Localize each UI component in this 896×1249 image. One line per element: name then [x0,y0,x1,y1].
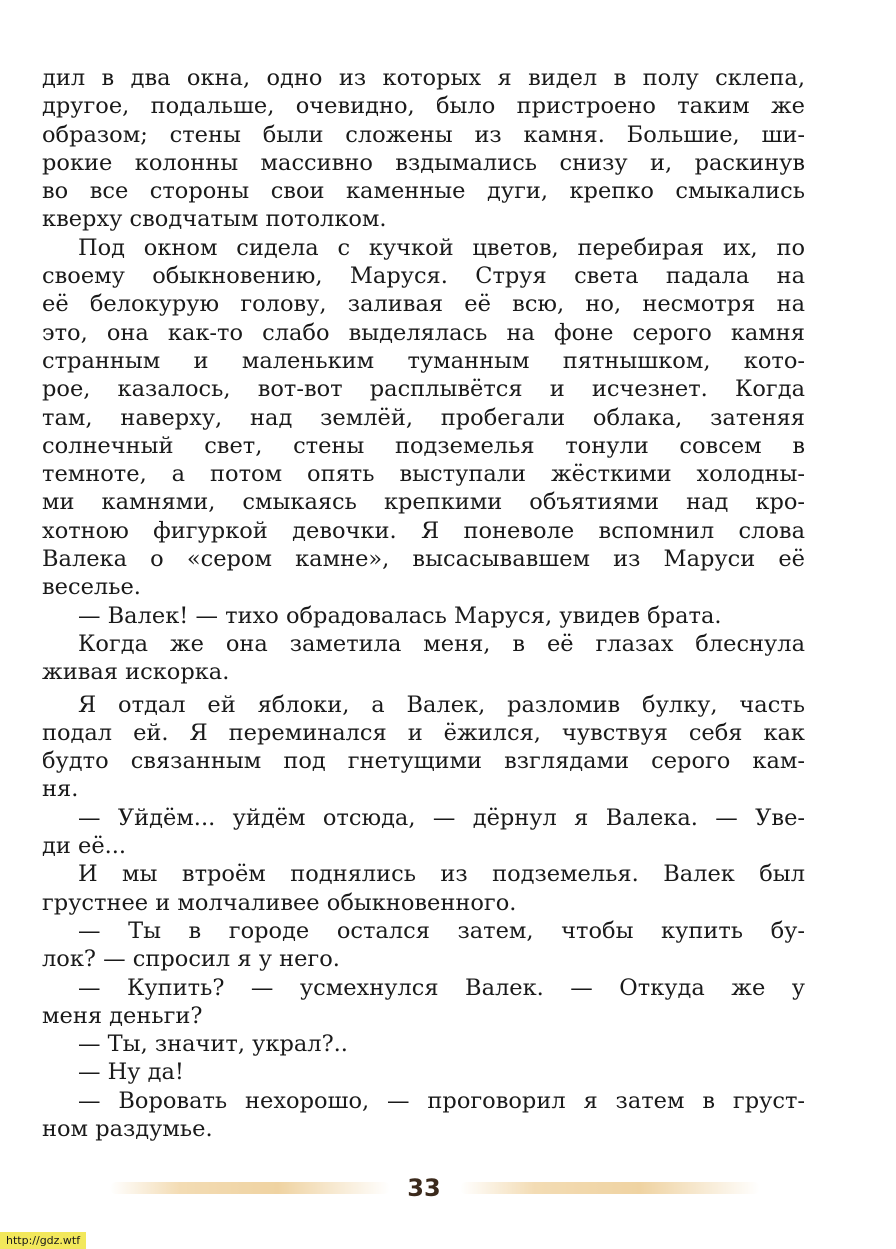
page-number: 33 [407,1174,441,1202]
text-line: Когда же она заметила меня, в её глазах блеснула [78,630,805,657]
text-line: кверху сводчатым потолком. [42,206,387,233]
text-line: живая искорка. [42,659,230,686]
text-line: будто связанным под гнетущими взглядами серого кам- [42,748,805,775]
text-line: веселье. [42,574,141,601]
text-line: ми камнями, смыкаясь крепкими объятиями над кро- [42,489,805,516]
text-line: хотною фигуркой девочки. Я поневоле вспомнил слова [42,517,805,544]
text-line: подал ей. Я переминался и ёжился, чувствуя себя как [42,719,805,746]
text-line: — Уйдём... уйдём отсюда, — дёрнул я Валека. — Уве- [78,804,805,831]
text-line: ня. [42,776,79,803]
text-line: странным и маленьким туманным пятнышком, кото- [42,347,805,374]
text-line: другое, подальше, очевидно, было пристроено таким же [42,93,805,120]
footer-decoration-left [110,1182,390,1194]
text-line: грустнее и молчаливее обыкновенного. [42,889,517,916]
text-line: дил в два окна, одно из которых я видел в полу склепа, [42,65,805,91]
text-line: меня деньги? [42,1002,203,1029]
text-line: Под окном сидела с кучкой цветов, перебирая их, по [78,234,805,261]
text-line: там, наверху, над землёй, пробегали облака, затеняя [42,404,805,431]
text-line: её белокурую голову, заливая её всю, но, несмотря на [42,291,805,318]
text-line: образом; стены были сложены из камня. Большие, ши- [42,121,805,148]
text-line: ном раздумье. [42,1115,213,1142]
text-line: Я отдал ей яблоки, а Валек, разломив булку, часть [78,691,805,718]
text-line: рое, казалось, вот-вот расплывётся и исчезнет. Когда [42,376,805,403]
text-line: И мы втроём поднялись из подземелья. Валек был [78,861,805,888]
text-line: солнечный свет, стены подземелья тонули совсем в [42,432,805,459]
text-line: во все стороны свои каменные дуги, крепко смыкались [42,178,805,205]
text-line: — Ну да! [78,1059,184,1086]
footer-decoration-right [460,1182,760,1194]
text-line: — Ты в городе остался затем, чтобы купить бу- [78,917,805,944]
text-line: темноте, а потом опять выступали жёсткими холодны- [42,461,805,488]
watermark-label: http://gdz.wtf [0,1232,86,1249]
text-line: — Валек! — тихо обрадовалась Маруся, увидев брата. [78,602,722,629]
book-page-text [42,64,805,1143]
text-line: рокие колонны массивно вздымались снизу и, раскинув [42,149,805,176]
page-footer [0,1168,896,1208]
text-line: — Купить? — усмехнулся Валек. — Откуда же у [78,974,805,1001]
text-line: это, она как-то слабо выделялась на фоне серого камня [42,319,805,346]
text-line: — Воровать нехорошо, — проговорил я затем в груст- [78,1087,805,1114]
text-line: ди её... [42,833,127,860]
text-line: своему обыкновению, Маруся. Струя света падала на [42,263,805,290]
text-line: Валека о «сером камне», высасывавшем из Маруси её [42,546,805,573]
text-line: лок? — спросил я у него. [42,946,340,973]
text-line: — Ты, значит, украл?.. [78,1031,348,1058]
